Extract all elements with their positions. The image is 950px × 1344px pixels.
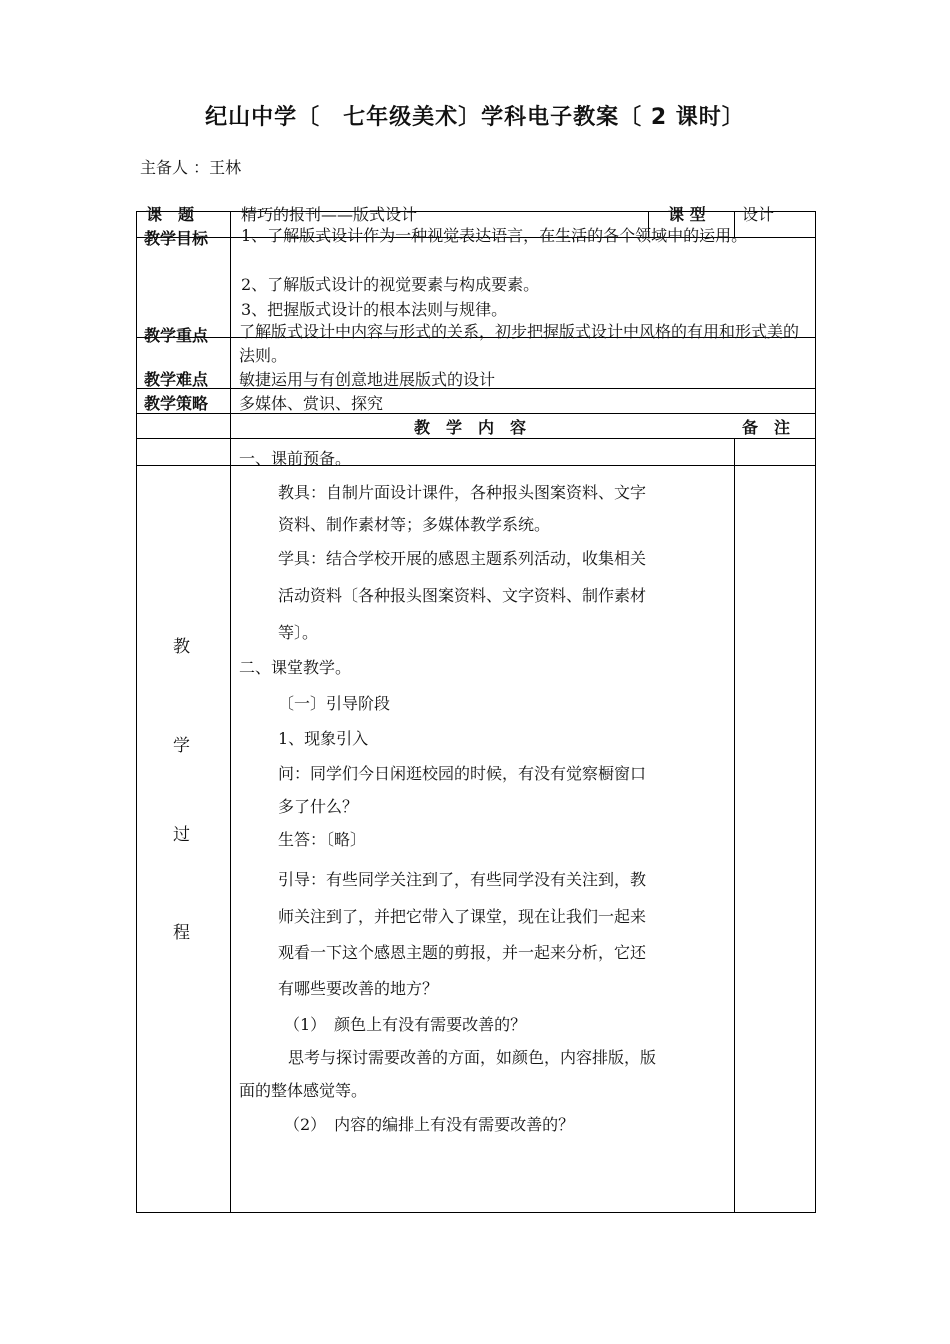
content-header: 教 学 内 容 xyxy=(414,418,527,437)
content-line: 生答：〔略〕 xyxy=(278,830,367,849)
row-divider xyxy=(136,413,816,414)
strategy-label: 教学策略 xyxy=(144,394,209,413)
difficulty-value: 敏捷运用与有创意地进展版式的设计 xyxy=(239,370,496,389)
content-line: 学具：结合学校开展的感恩主题系列活动，收集相关 xyxy=(278,549,647,568)
process-label-char: 教 xyxy=(173,637,190,657)
key-value: 了解版式设计中内容与形式的关系，初步把握版式设计中风格的有用和形式美的法则。 xyxy=(239,322,800,365)
strategy-value: 多媒体、赏识、探究 xyxy=(239,394,384,413)
type-label: 课 型 xyxy=(668,205,706,224)
content-line: 活动资料〔各种报头图案资料、文字资料、制作素材 xyxy=(278,586,647,605)
process-label-char: 程 xyxy=(173,923,190,943)
notes-header: 备 注 xyxy=(742,418,791,437)
content-line: 引导：有些同学关注到了，有些同学没有关注到，教 xyxy=(278,870,647,889)
content-line: 〔一〕引导阶段 xyxy=(278,694,391,713)
goal-item: 2、了解版式设计的视觉要素与构成要素。 xyxy=(241,275,540,294)
document-title: 纪山中学〔 七年级美术〕学科电子教案〔 2 课时〕 xyxy=(205,105,745,130)
key-label: 教学重点 xyxy=(144,326,209,345)
content-line: （2） 内容的编排上有没有需要改善的？ xyxy=(284,1115,575,1134)
goals-label: 教学目标 xyxy=(144,229,209,248)
content-line: 师关注到了，并把它带入了课堂，现在让我们一起来 xyxy=(278,907,647,926)
row-divider xyxy=(136,438,816,439)
goal-item: 3、把握版式设计的根本法则与规律。 xyxy=(241,300,508,319)
content-line: 有哪些要改善的地方？ xyxy=(278,979,439,998)
content-line: 面的整体感觉等。 xyxy=(239,1081,368,1100)
content-line: 等〕。 xyxy=(278,623,319,642)
process-label-char: 过 xyxy=(173,825,190,845)
content-line: 思考与探讨需要改善的方面，如颜色，内容排版，版 xyxy=(288,1048,657,1067)
content-line: 资料、制作素材等；多媒体教学系统。 xyxy=(278,515,551,534)
content-line: 教具：自制片面设计课件，各种报头图案资料、文字 xyxy=(278,483,647,502)
content-line: 一、课前预备。 xyxy=(239,449,352,468)
column-divider xyxy=(230,211,231,1213)
topic-value: 精巧的报刊——版式设计 xyxy=(241,205,418,224)
difficulty-label: 教学难点 xyxy=(144,370,209,389)
goal-item: 1、了解版式设计作为一种视觉表达语言，在生活的各个领域中的运用。 xyxy=(241,226,748,245)
row-divider xyxy=(136,465,816,466)
topic-label: 课 题 xyxy=(146,205,195,224)
content-line: 1、现象引入 xyxy=(278,729,369,748)
column-divider xyxy=(734,438,735,1213)
content-line: 问：同学们今日闲逛校园的时候，有没有觉察橱窗口 xyxy=(278,764,647,783)
content-line: 多了什么？ xyxy=(278,797,359,816)
process-label-char: 学 xyxy=(173,736,190,756)
type-value: 设计 xyxy=(742,205,775,224)
content-line: 二、课堂教学。 xyxy=(239,658,352,677)
author-line: 主备人 ：王林 xyxy=(140,158,242,177)
content-line: 观看一下这个感恩主题的剪报，并一起来分析，它还 xyxy=(278,943,647,962)
content-line: （1） 颜色上有没有需要改善的？ xyxy=(284,1015,527,1034)
